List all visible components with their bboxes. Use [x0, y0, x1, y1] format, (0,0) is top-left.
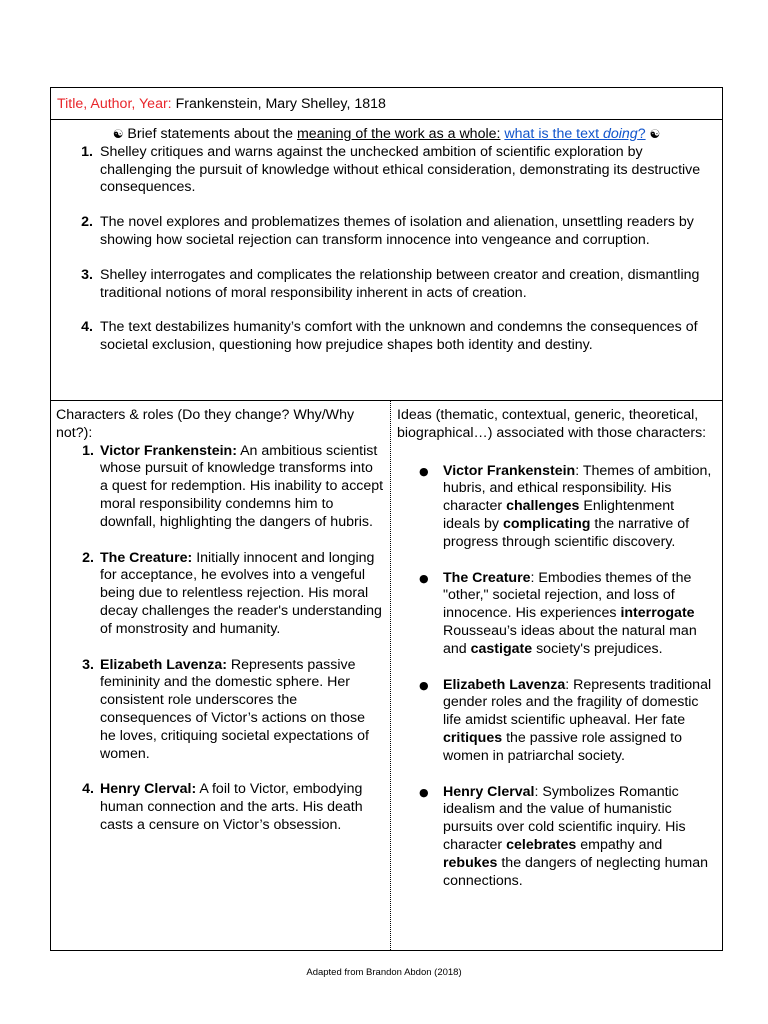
list-item: 4. The text destabilizes humanity’s comfort with the unknown and condemns the consequences of societal exclusion, questioning how prejudice shapes both identity and destiny. [81, 319, 698, 354]
footer-attribution: Adapted from Brandon Abdon (2018) [306, 967, 462, 978]
worksheet-table [50, 87, 723, 951]
list-item: ● The Creature: Embodies themes of the "other," societal rejection, and loss of innocence. His experiences interrogate Rousseau’s ideas about the natural man and castigate society's prejudices. [419, 569, 697, 657]
bullet-icon: ● [419, 678, 429, 692]
list-item: 4. Henry Clerval: A foil to Victor, embodying human connection and the arts. His death casts a censure on Victor’s obsession. [82, 781, 363, 833]
ideas-heading: Ideas (thematic, contextual, generic, theoretical, biographical…) associated with those characters: [397, 407, 707, 441]
ideas-list [397, 463, 714, 891]
meaning-heading-underlined: meaning of the work as a whole: [296, 126, 501, 142]
meaning-heading [51, 126, 722, 144]
title-author-year-label: Title, Author, Year: [57, 96, 172, 112]
title-row [51, 88, 722, 120]
list-item: 2. The Creature: Initially innocent and longing for acceptance, he evolves into a vengeful being due to relentless rejection. His moral decay challenges the reader's understanding of monstrosity and humanity. [82, 549, 382, 637]
list-item: 1. Victor Frankenstein: An ambitious scientist whose pursuit of knowledge transforms into a quest for redemption. His inability to accept moral responsibility condemns him to downfall, highlighting the dangers of hubris. [82, 442, 384, 530]
list-item: ● Elizabeth Lavenza: Represents traditional gender roles and the fragility of domestic life amidst scientific upheaval. Her fate critiques the passive role assigned to women in patriarchal society. [419, 676, 712, 764]
meaning-heading-prefix: Brief statements about the [127, 126, 294, 142]
yin-yang-icon: ☯ [112, 127, 124, 141]
list-item: 2. The novel explores and problematizes themes of isolation and alienation, unsettling readers by showing how societal rejection can transform innocence into vengeance and corruption. [81, 214, 694, 248]
what-is-the-text-doing-link[interactable]: what is the text doing? [504, 126, 646, 142]
characters-column [51, 401, 391, 950]
list-item: 1. Shelley critiques and warns against the unchecked ambition of scientific exploration by challenging the pursuit of knowledge without ethical consideration, demonstrating its destructive consequences. [81, 143, 701, 196]
meaning-list [51, 144, 722, 355]
bullet-icon: ● [419, 571, 429, 585]
characters-list [56, 443, 384, 835]
characters-heading: Characters & roles (Do they change? Why/Why not?): [56, 407, 355, 441]
two-column-section [51, 401, 722, 950]
meaning-section [51, 120, 722, 401]
list-item: 3. Shelley interrogates and complicates the relationship between creator and creation, dismantling traditional notions of moral responsibility inherent in acts of creation. [81, 266, 700, 301]
ideas-column [391, 401, 722, 950]
yin-yang-icon: ☯ [649, 127, 661, 141]
list-item: ● Henry Clerval: Symbolizes Romantic idealism and the value of humanistic pursuits over cold scientific inquiry. His character celebrates empathy and rebukes the dangers of neglecting human connections. [419, 783, 709, 889]
bullet-icon: ● [419, 785, 429, 799]
bullet-icon: ● [419, 464, 429, 478]
list-item: 3. Elizabeth Lavenza: Represents passive femininity and the domestic sphere. Her consistent role underscores the consequences of Victor’s actions on those he loves, critiquing societal expectations of women. [82, 656, 369, 762]
list-item: ● Victor Frankenstein: Themes of ambition, hubris, and ethical responsibility. His character challenges Enlightenment ideals by complicating the narrative of progress through scientific discovery. [419, 462, 712, 550]
title-author-year-value: Frankenstein, Mary Shelley, 1818 [175, 96, 386, 112]
